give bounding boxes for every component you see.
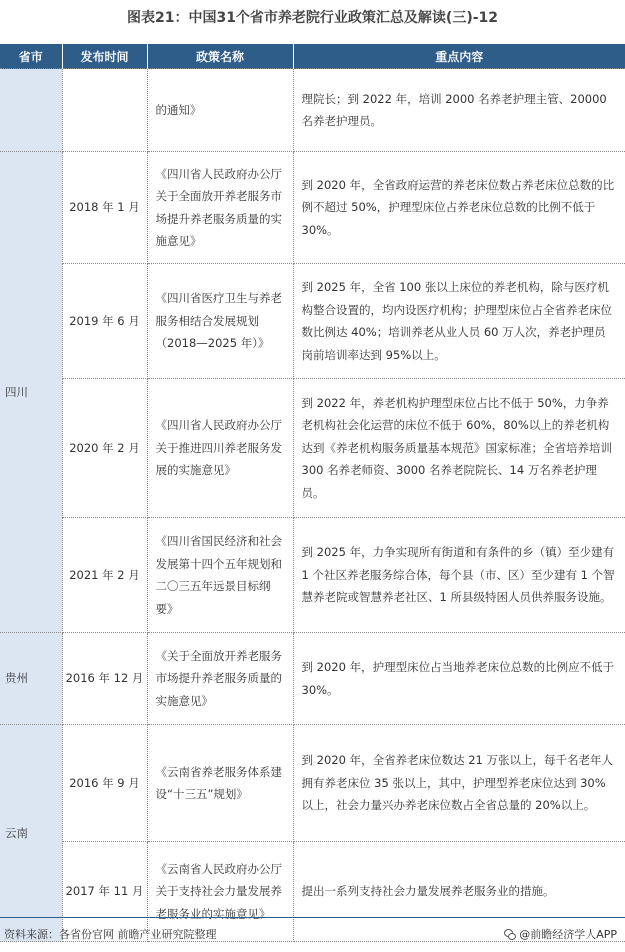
- content-cell: 到 2020 年，全省政府运营的养老床位数占养老床位总数的比例不超过 50%，护理型床位占养老床位总数的比例不低于 30%。: [293, 152, 625, 264]
- source-note: 资料来源：各省份官网 前瞻产业研究院整理: [4, 928, 217, 941]
- table-row: [0, 518, 625, 633]
- header-policy-name: 政策名称: [147, 44, 293, 69]
- content-cell: 到 2025 年，全省 100 张以上床位的养老机构，除与医疗机构整合设置的，均内设医疗机构；护理型床位占全省养老床位数比例达 40%；培训养老从业人员 60 万人次，养老护理员岗前培训率达到 95%以上。: [293, 264, 625, 379]
- policy-name-cell: 《云南省养老服务体系建设“十三五”规划》: [147, 725, 293, 842]
- policy-name-cell: 的通知》: [147, 69, 293, 152]
- brand-credit: [504, 926, 617, 942]
- date-cell: 2017 年 11 月: [62, 842, 147, 942]
- page-title: 图表21：中国31个省市养老院行业政策汇总及解读(三)-12: [126, 10, 499, 26]
- province-cell: [0, 69, 62, 152]
- table-row: [0, 69, 625, 152]
- table-row: [0, 152, 625, 264]
- province-cell-sichuan: 四川: [0, 152, 62, 633]
- header-key-content: 重点内容: [293, 44, 625, 69]
- brand-label: @前瞻经济学人APP: [519, 928, 617, 941]
- date-cell: [62, 69, 147, 152]
- table-header-row: [0, 44, 625, 69]
- table-row: [0, 633, 625, 725]
- table-row: [0, 379, 625, 518]
- content-cell: 到 2025 年，力争实现所有街道和有条件的乡（镇）至少建有 1 个社区养老服务综合体，每个县（市、区）至少建有 1 个智慧养老院或智慧养老社区、1 所县级特困人员供养服务设施。: [293, 518, 625, 633]
- footer: [0, 917, 625, 952]
- date-cell: 2018 年 1 月: [62, 152, 147, 264]
- policy-table: [0, 44, 625, 942]
- content-cell: 到 2020 年，护理型床位占当地养老床位总数的比例应不低于 30%。: [293, 633, 625, 725]
- content-cell: 到 2020 年，全省养老床位数达 21 万张以上，每千名老年人拥有养老床位 35 张以上，其中，护理型养老床位达到 30%以上，社会力量兴办养老床位数占全省总量的 20%以上。: [293, 725, 625, 842]
- date-cell: 2020 年 2 月: [62, 379, 147, 518]
- content-cell: 理院长；到 2022 年，培训 2000 名养老护理主管、20000 名养老护理员。: [293, 69, 625, 152]
- policy-name-cell: 《关于全面放开养老服务市场提升养老服务质量的实施意见》: [147, 633, 293, 725]
- policy-name-cell: 《四川省医疗卫生与养老服务相结合发展规划（2018—2025 年）》: [147, 264, 293, 379]
- content-cell: 到 2022 年，养老机构护理型床位占比不低于 50%，力争养老机构社会化运营的床位不低于 60%，80%以上的养老机构达到《养老机构服务质量基本规范》国家标准；全省培养培训 300 名养老师资、3000 名养老院院长、14 万名养老护理员。: [293, 379, 625, 518]
- wechat-icon: [504, 928, 516, 940]
- policy-name-cell: 《云南省人民政府办公厅关于支持社会力量发展养老服务业的实施意见》: [147, 842, 293, 942]
- date-cell: 2019 年 6 月: [62, 264, 147, 379]
- header-date: 发布时间: [62, 44, 147, 69]
- policy-name-cell: 《四川省国民经济和社会发展第十四个五年规划和二〇三五年远景目标纲要》: [147, 518, 293, 633]
- date-cell: 2016 年 12 月: [62, 633, 147, 725]
- date-cell: 2021 年 2 月: [62, 518, 147, 633]
- table-row: [0, 725, 625, 842]
- table-row: [0, 264, 625, 379]
- province-cell-yunnan: 云南: [0, 725, 62, 942]
- date-cell: 2016 年 9 月: [62, 725, 147, 842]
- province-cell-guizhou: 贵州: [0, 633, 62, 725]
- policy-name-cell: 《四川省人民政府办公厅关于全面放开养老服务市场提升养老服务质量的实施意见》: [147, 152, 293, 264]
- content-cell: 提出一系列支持社会力量发展养老服务业的措施。: [293, 842, 625, 942]
- policy-name-cell: 《四川省人民政府办公厅关于推进四川养老服务发展的实施意见》: [147, 379, 293, 518]
- header-province: 省市: [0, 44, 62, 69]
